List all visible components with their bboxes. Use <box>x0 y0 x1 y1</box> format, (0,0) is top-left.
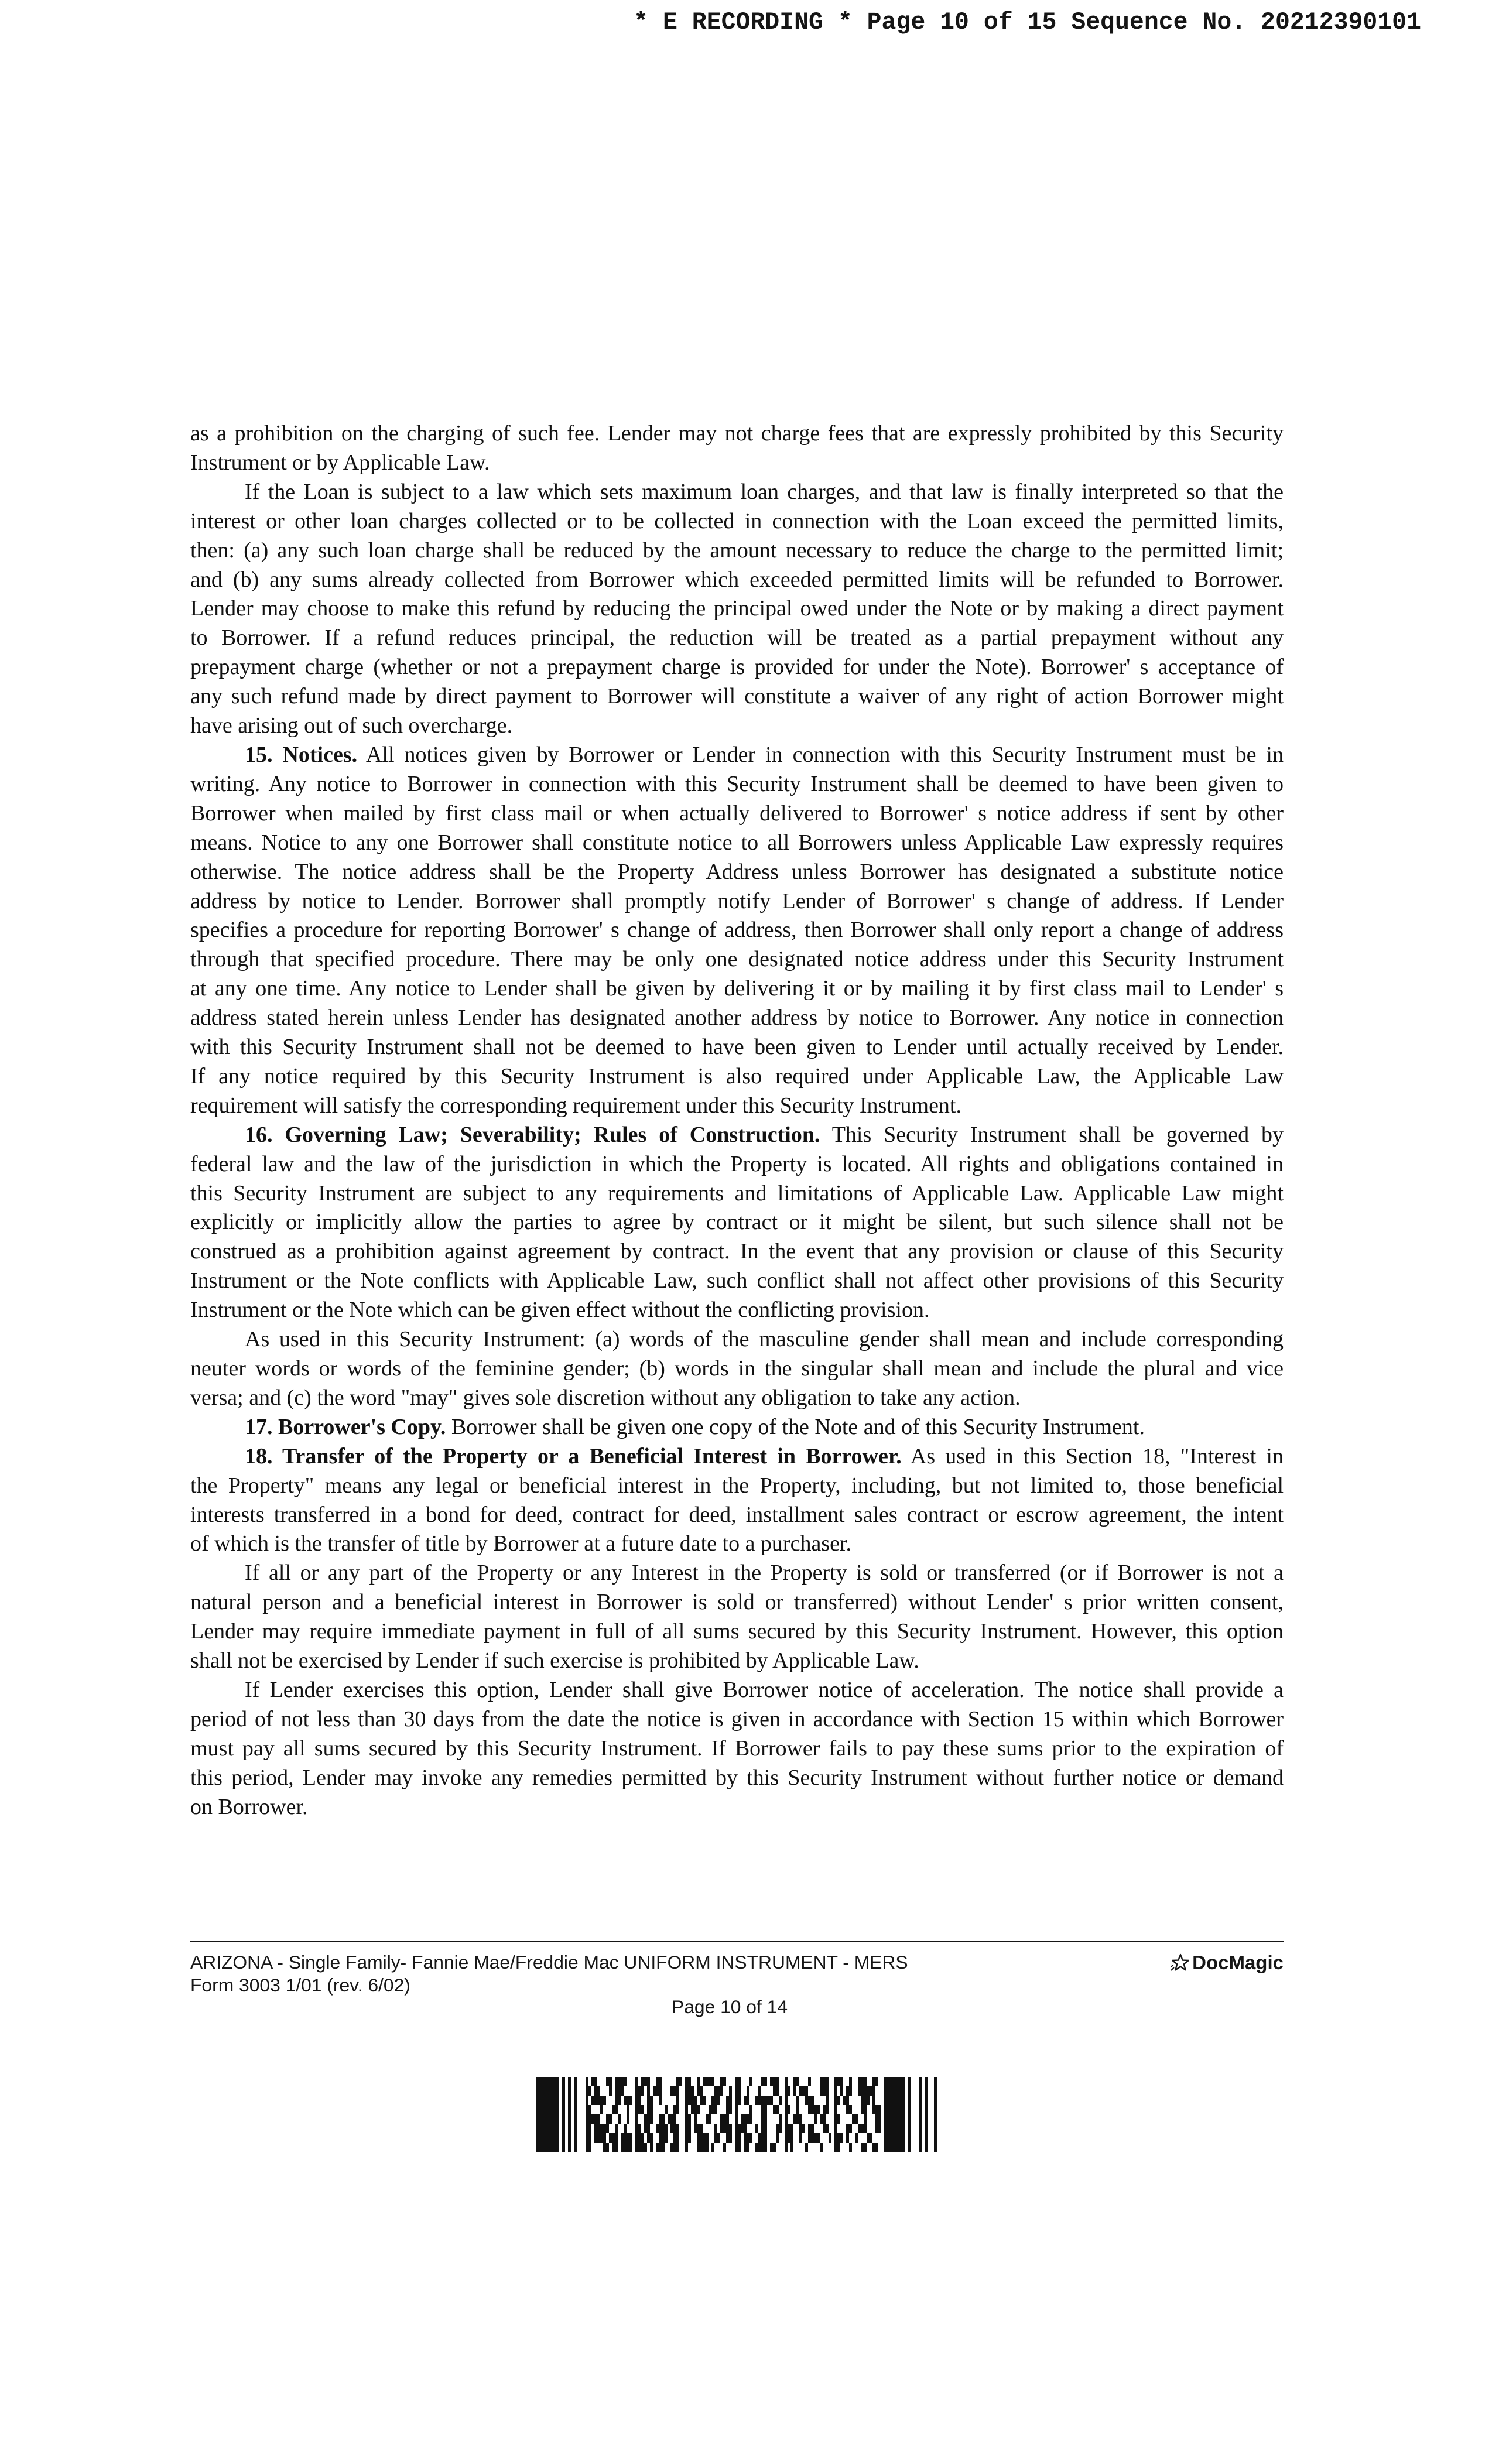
section-16-governing-law <box>190 1121 1284 1325</box>
text-line: neuter words or words of the feminine gender; (b) words in the singular shall mean and include the plural and vice <box>190 1356 1284 1381</box>
document-body <box>190 419 1284 1822</box>
form-number: Form 3003 1/01 (rev. 6/02) <box>190 1974 410 1996</box>
text-line: Instrument or the Note which can be given effect without the conflicting provision. <box>190 1298 930 1323</box>
text-line: versa; and (c) the word "may" gives sole discretion without any obligation to take any action. <box>190 1385 1021 1410</box>
text-line: construed as a prohibition against agreement by contract. In the event that any provision or clause of this Security <box>190 1239 1284 1264</box>
text-line: this Security Instrument are subject to any requirements and limitations of Applicable Law. Applicable Law might <box>190 1180 1284 1206</box>
recording-stamp: * E RECORDING * Page 10 of 15 Sequence No. 20212390101 <box>634 9 1421 36</box>
text-line <box>190 1121 1284 1150</box>
text-line: specifies a procedure for reporting Borrower' s change of address, then Borrower shall only report a change of address <box>190 918 1284 943</box>
text-line: at any one time. Any notice to Lender shall be given by delivering it or by mailing it by first class mail to Lender' s <box>190 976 1284 1001</box>
text-line: prepayment charge (whether or not a prepayment charge is provided for under the Note). Borrower' s acceptance of <box>190 655 1284 680</box>
barcode-start-pattern <box>536 2077 577 2152</box>
text-line: requirement will satisfy the corresponding requirement under this Security Instrument. <box>190 1093 961 1118</box>
text-line: to Borrower. If a refund reduces principal, the reduction will be treated as a partial prepayment without any <box>190 625 1284 651</box>
paragraph-continuation <box>190 419 1284 478</box>
text-line: If the Loan is subject to a law which sets maximum loan charges, and that law is finally interpreted so that the <box>245 479 1284 504</box>
text-line: interest or other loan charges collected or to be collected in connection with the Loan exceed the permitted limits, <box>190 508 1284 533</box>
text-line: otherwise. The notice address shall be the Property Address unless Borrower has designated a substitute notice <box>190 859 1284 884</box>
barcode-stop-pattern <box>884 2077 937 2152</box>
section-heading: 16. Governing Law; Severability; Rules of Construction. <box>245 1122 820 1147</box>
text-line: the Property" means any legal or beneficial interest in the Property, including, but not limited to, those beneficial <box>190 1473 1284 1498</box>
section-heading: 17. Borrower's Copy. <box>245 1414 446 1439</box>
text-line: If Lender exercises this option, Lender shall give Borrower notice of acceleration. The notice shall provide a <box>245 1677 1284 1702</box>
text-run: This Security Instrument shall be governed by <box>831 1122 1284 1147</box>
text-line: As used in this Security Instrument: (a) words of the masculine gender shall mean and include corresponding <box>245 1327 1284 1352</box>
star-icon-spark <box>1171 1965 1173 1967</box>
docmagic-logo <box>1171 1951 1284 1974</box>
text-line: explicitly or implicitly allow the parties to agree by contract or it might be silent, but such silence shall not be <box>190 1210 1284 1235</box>
text-line: address stated herein unless Lender has designated another address by notice to Borrower. Any notice in connection <box>190 1005 1284 1031</box>
text-line: must pay all sums secured by this Security Instrument. If Borrower fails to pay these sums prior to the expiration of <box>190 1736 1284 1761</box>
text-line: this period, Lender may invoke any remedies permitted by this Security Instrument without further notice or demand <box>190 1765 1284 1790</box>
paragraph-loan-charges <box>190 478 1284 741</box>
form-title: ARIZONA - Single Family- Fannie Mae/Freddie Mac UNIFORM INSTRUMENT - MERS <box>190 1952 908 1973</box>
star-icon <box>1171 1953 1190 1973</box>
page-number: Page 10 of 14 <box>672 1996 788 2017</box>
section-18-transfer <box>190 1442 1284 1559</box>
text-run: All notices given by Borrower or Lender in connection with this Security Instrument must be in <box>365 742 1284 767</box>
text-line: through that specified procedure. There may be only one designated notice address under this Security Instrument <box>190 947 1284 972</box>
text-line: shall not be exercised by Lender if such exercise is prohibited by Applicable Law. <box>190 1648 919 1674</box>
barcode <box>536 2077 937 2152</box>
text-line: any such refund made by direct payment to Borrower will constitute a waiver of any right of action Borrower might <box>190 684 1284 709</box>
text-line: writing. Any notice to Borrower in connection with this Security Instrument shall be deemed to have been given to <box>190 771 1284 796</box>
text-line: Instrument or by Applicable Law. <box>190 450 490 475</box>
text-line: Lender may choose to make this refund by reducing the principal owed under the Note or by making a direct payment <box>190 596 1284 621</box>
text-run: As used in this Section 18, "Interest in <box>910 1443 1284 1469</box>
text-line: federal law and the law of the jurisdiction in which the Property is located. All rights and obligations contained in <box>190 1151 1284 1176</box>
text-line: of which is the transfer of title by Borrower at a future date to a purchaser. <box>190 1531 852 1556</box>
star-icon-outline <box>1172 1955 1189 1970</box>
text-line: on Borrower. <box>190 1794 308 1819</box>
text-line: If any notice required by this Security Instrument is also required under Applicable Law, the Applicable Law <box>190 1063 1284 1089</box>
text-line: means. Notice to any one Borrower shall constitute notice to all Borrowers unless Applicable Law expressly requires <box>190 830 1284 855</box>
text-line: period of not less than 30 days from the date the notice is given in accordance with Section 15 within which Borrower <box>190 1706 1284 1731</box>
text-line <box>190 741 1284 770</box>
section-18-consent <box>190 1559 1284 1676</box>
text-line: then: (a) any such loan charge shall be reduced by the amount necessary to reduce the charge to the permitted limit; <box>190 538 1284 563</box>
text-run: Borrower shall be given one copy of the Note and of this Security Instrument. <box>451 1414 1145 1439</box>
text-line: as a prohibition on the charging of such fee. Lender may not charge fees that are expressly prohibited by this Security <box>190 421 1284 446</box>
text-line: with this Security Instrument shall not be deemed to have been given to Lender until actually received by Lender. <box>190 1035 1284 1060</box>
section-15-notices <box>190 741 1284 1121</box>
text-line: Borrower when mailed by first class mail or when actually delivered to Borrower' s notice address if sent by other <box>190 800 1284 826</box>
section-17-borrowers-copy <box>190 1413 1284 1442</box>
text-line <box>190 1413 1284 1442</box>
section-heading: 18. Transfer of the Property or a Beneficial Interest in Borrower. <box>245 1443 902 1469</box>
section-heading: 15. Notices. <box>245 742 358 767</box>
text-line: natural person and a beneficial interest in Borrower is sold or transferred) without Lender' s prior written consent, <box>190 1590 1284 1615</box>
section-18-acceleration <box>190 1676 1284 1822</box>
text-line: Instrument or the Note conflicts with Applicable Law, such conflict shall not affect other provisions of this Security <box>190 1268 1284 1293</box>
text-line <box>190 1442 1284 1471</box>
section-16-construction <box>190 1325 1284 1413</box>
footer-divider <box>190 1941 1284 1942</box>
text-line: If all or any part of the Property or any Interest in the Property is sold or transferred (or if Borrower is not a <box>245 1560 1284 1586</box>
text-line: interests transferred in a bond for deed, contract for deed, installment sales contract or escrow agreement, the intent <box>190 1502 1284 1527</box>
barcode-data-modules <box>586 2077 881 2152</box>
text-line: Lender may require immediate payment in full of all sums secured by this Security Instrument. However, this option <box>190 1619 1284 1644</box>
text-line: address by notice to Lender. Borrower shall promptly notify Lender of Borrower' s change of address. If Lender <box>190 888 1284 913</box>
brand-name: DocMagic <box>1192 1952 1284 1973</box>
star-icon-spark <box>1171 1967 1174 1970</box>
text-line: and (b) any sums already collected from Borrower which exceeded permitted limits will be refunded to Borrower. <box>190 567 1284 592</box>
text-line: have arising out of such overcharge. <box>190 713 513 738</box>
